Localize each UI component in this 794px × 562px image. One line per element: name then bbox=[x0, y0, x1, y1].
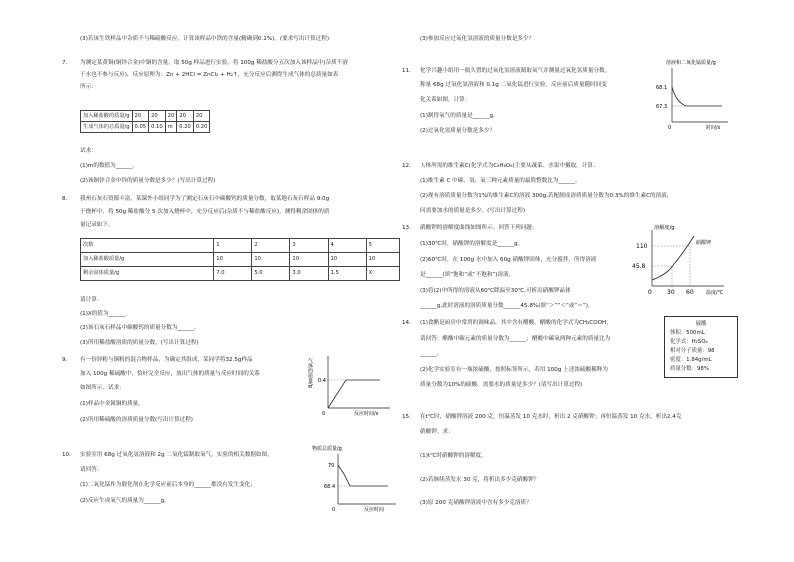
table-cell: 20 bbox=[193, 111, 210, 122]
q7-line-2: 于水也不参与反应)，反应原理为：Zn + 2HCl = ZnCl₂ + H₂↑，充分反应后测得生成气体的总质量如表 bbox=[80, 72, 339, 78]
table-cell: 20 bbox=[177, 111, 194, 122]
table-cell: 5 bbox=[366, 239, 399, 253]
label-title: 硫酸 bbox=[695, 321, 707, 327]
q7-line-1: 为测定某黄铜(铜锌合金)中铜的含量，取 50g 样品进行实验，将 100g 稀盐酸分五次加入该样品中(杂质不溶 bbox=[80, 60, 348, 66]
q10-ytick-top: 70 bbox=[328, 463, 335, 469]
q13-line-6: ______g,此时溶液的溶质质量分数______45.8%(填“＞”“＜”或“＝”)。 bbox=[420, 303, 594, 309]
q11-line-3: 化关系如图，计算： bbox=[420, 97, 471, 103]
q9-line-4: (1)样品中金属铜的质量。 bbox=[80, 401, 144, 407]
q13-xlabel: 温度/℃ bbox=[706, 290, 724, 296]
q14-line-2: 请回答：醋酸中碳元素的质量分数为______；醋酸中碳氧两种元素的质量比为 bbox=[420, 336, 611, 342]
q15-line-5: (3)原 200 克硝酸钾溶液中含有多少克溶质？ bbox=[420, 500, 532, 506]
q11-line-2: 称量 68g 过氧化氢溶液和 0.1g 二氧化锰进行实验，反应前后质量随时间变 bbox=[420, 82, 607, 88]
label-line: 化学式：H₂SO₄ bbox=[670, 339, 708, 345]
q11-ytick-top: 68.1 bbox=[656, 85, 668, 91]
q10-number: 10. bbox=[62, 452, 71, 458]
label-line: 密度：1.84g/mL bbox=[670, 357, 712, 363]
q15-line-4: (2)若继续蒸发水 30 克，将析出多少克硝酸钾？ bbox=[420, 477, 540, 483]
q11-line-1: 化学兴趣小组用一瓶久置的过氧化氢溶液制取氧气并测量过氧化氢质量分数。 bbox=[420, 68, 611, 74]
table-cell: 10 bbox=[366, 253, 399, 267]
q9-number: 9. bbox=[62, 357, 68, 363]
q10-series-line bbox=[338, 465, 388, 486]
q10-origin: 0 bbox=[332, 507, 336, 513]
table-cell: 0.10 bbox=[149, 122, 166, 133]
q15-line-1: 在t℃时，硝酸钾溶液 200 克，恒温蒸发 10 克水时，析出 2 克硝酸钾；再恒温蒸发 10 克水，析出2.4克 bbox=[420, 414, 682, 420]
q9-line-3: 如图所示。试求： bbox=[80, 385, 125, 391]
q10-line-4: (2)反应生成氧气的质量为______g。 bbox=[80, 498, 170, 504]
table-cell: 3 bbox=[290, 239, 328, 253]
table-cell: 加入稀盐酸质量/g bbox=[81, 253, 214, 267]
q14-line-3: ______。 bbox=[420, 351, 443, 357]
table-cell: m bbox=[165, 122, 177, 133]
q7-after-3: (2)该铜锌合金中锌的质量分数是多少？(写出计算过程) bbox=[80, 178, 216, 184]
q7-table bbox=[80, 110, 210, 133]
table-cell: 20 bbox=[149, 111, 166, 122]
q12-line-1: 人体所需的维生素C(化学式为C₆H₈O₆)主要从蔬菜、水果中摄取，计算： bbox=[420, 163, 599, 169]
table-cell: X bbox=[366, 267, 399, 281]
table-cell: 3.0 bbox=[290, 267, 328, 281]
q9-line-2: 加入 100g 稀硫酸中，恰好完全反应，放出气体的质量与反应时间的关系 bbox=[80, 371, 261, 377]
q11-line-4: (1)制得氧气的质量是______g。 bbox=[420, 113, 499, 119]
table-cell: 次数 bbox=[81, 239, 214, 253]
table-cell: 生成气体的总质量/g bbox=[81, 122, 133, 133]
q7-line-3: 所示： bbox=[80, 84, 97, 90]
q7-after-1: 试求： bbox=[80, 148, 97, 154]
q10-ylabel: 物质总质量/g bbox=[312, 446, 342, 452]
q15-number: 15. bbox=[402, 414, 411, 420]
q10-line-1: 实验室用 68g 过氧化氢溶液和 2g 二氧化锰制取氧气，实验的相关数据如图。 bbox=[80, 452, 273, 458]
q9-chart bbox=[306, 352, 398, 418]
q13-chart bbox=[630, 220, 742, 300]
label-line: 体积：500mL bbox=[670, 330, 705, 336]
q11-ytick-bottom: 67.3 bbox=[656, 104, 668, 110]
q8-line-2: 于烧杯中，将 50g 稀盐酸分 5 次加入烧杯中，充分反应后(杂质不与稀盐酸反应)，测得剩余固体的质 bbox=[80, 209, 330, 215]
table-cell: 加入稀盐酸的质量/g bbox=[81, 111, 133, 122]
table-cell: 10 bbox=[214, 253, 252, 267]
q10-line-3: (1)二氧化锰作为催化剂在化学反应前后本身的______都没有发生变化； bbox=[80, 482, 256, 488]
q11-origin: 0 bbox=[668, 125, 672, 131]
q9-ylabel: 气体的质量/g bbox=[307, 358, 313, 388]
q8-after-1: 请计算： bbox=[80, 297, 103, 303]
table-cell: 20 bbox=[132, 111, 149, 122]
q13-series-label: 硝酸钾 bbox=[696, 240, 712, 246]
table-cell: 4 bbox=[328, 239, 366, 253]
q10-ytick-bottom: 68.4 bbox=[324, 484, 336, 490]
q9-series-line bbox=[328, 380, 380, 408]
q12-line-4: 问需要加水的质量是多少。(写出计算过程) bbox=[420, 208, 526, 214]
table-row bbox=[81, 239, 400, 253]
table-row bbox=[81, 267, 400, 281]
table-cell: 10 bbox=[290, 253, 328, 267]
q8-after-2: (1)X的值为______。 bbox=[80, 311, 131, 317]
label-line: 相对分子质量：98 bbox=[670, 348, 715, 354]
right-top-note: (3)参加反应过氧化氢溶液的质量分数是多少？ bbox=[420, 36, 535, 42]
table-cell: 0.20 bbox=[193, 122, 210, 133]
q12-line-2: (1)维生素 C 中碳、氢、氧三种元素质量的最简整数比为______。 bbox=[420, 178, 581, 184]
q11-ylabel: 溶液和二氧化锰质量/g bbox=[666, 60, 716, 66]
table-row bbox=[81, 253, 400, 267]
q13-line-3: (2)60℃时，在 100g 水中加入 60g 硝酸钾固体，充分搅拌，所得溶液 bbox=[420, 257, 597, 263]
q9-origin: 0 bbox=[322, 411, 326, 417]
q14-line-1: (1)食醋是厨房中常用的调味品，其中含有醋酸。醋酸的化学式为CH₃COOH， bbox=[420, 320, 612, 326]
q8-line-1: 我州石灰石资源丰富，某课外小组同学为了测定石灰石中碳酸钙的质量分数，取某地石灰石样品 9.0g bbox=[80, 196, 330, 202]
q8-after-3: (2)该石灰石样品中碳酸钙的质量分数为______。 bbox=[80, 325, 200, 331]
q11-xlabel: 时间/s bbox=[706, 125, 721, 131]
q8-after-4: (3)所用稀盐酸溶质的质量分数。(写出计算过程) bbox=[80, 340, 199, 346]
q12-number: 12. bbox=[402, 163, 411, 169]
q10-line-2: 请回答： bbox=[80, 467, 103, 473]
table-cell: 1.5 bbox=[328, 267, 366, 281]
q13-ytick-top: 110 bbox=[636, 243, 648, 250]
sulfuric-acid-label bbox=[664, 316, 738, 378]
q13-line-4: 是______(填“饱和”或“不饱和”)溶液。 bbox=[420, 272, 515, 278]
table-cell: 20 bbox=[165, 111, 177, 122]
q13-line-5: (3)将(2)中所得的溶液从60℃降温至30℃,可析出硝酸钾晶体 bbox=[420, 288, 571, 294]
table-cell: 7.0 bbox=[214, 267, 252, 281]
q7-after-2: (1)m的数值为______。 bbox=[80, 163, 139, 169]
q13-xtick-30: 30 bbox=[667, 289, 675, 296]
label-line: 质量分数：98% bbox=[670, 366, 709, 372]
q8-line-3: 量记录如下。 bbox=[80, 222, 114, 228]
table-cell: 10 bbox=[252, 253, 290, 267]
q13-origin: 0 bbox=[648, 289, 652, 296]
q9-line-1: 有一份锌粉与铜粉的混合物样品，为确定其组成，某同学将32.5g样品 bbox=[80, 357, 253, 363]
q7-number: 7. bbox=[62, 60, 68, 66]
q13-ylabel: 溶解度/g bbox=[654, 225, 675, 231]
q14-line-4: (2)化学实验室有一瓶浓硫酸，按照标签所示，若用 100g 上述浓硫酸稀释为 bbox=[420, 367, 608, 373]
table-cell: 1 bbox=[214, 239, 252, 253]
q11-number: 11. bbox=[402, 68, 411, 74]
q8-number: 8. bbox=[62, 196, 68, 202]
left-top-note: (3)若该生铁样品中杂质不与稀硫酸反应，计算该样品中铁的含量(精确到0.1%)。(要求写出计算过程) bbox=[80, 36, 330, 42]
q12-line-3: (2)现有溶质质量分数为1%的维生素C的溶液 300g,若配制成溶质质量分数为0.3%的维生素C的溶液， bbox=[420, 193, 673, 199]
q11-chart bbox=[650, 58, 732, 132]
q15-line-3: (1)t℃时硝酸钾的溶解度。 bbox=[420, 453, 487, 459]
q8-table bbox=[80, 238, 400, 281]
q15-line-2: 硝酸钾。求： bbox=[420, 429, 454, 435]
table-cell: 10 bbox=[328, 253, 366, 267]
q14-line-5: 质量分数为10%的硫酸，需要水的质量是多少？(请写出计算过程) bbox=[420, 382, 583, 388]
q13-line-1: 硝酸钾的溶解度曲线如图所示。回答下列问题： bbox=[420, 225, 538, 231]
q13-number: 13. bbox=[402, 225, 411, 231]
q13-ytick-bottom: 45.8 bbox=[632, 263, 646, 270]
q9-xlabel: 反应时间/s bbox=[354, 411, 379, 417]
table-cell: 0.20 bbox=[177, 122, 194, 133]
table-cell: 0.05 bbox=[132, 122, 149, 133]
q10-chart bbox=[310, 444, 402, 514]
table-cell: 5.0 bbox=[252, 267, 290, 281]
q13-series-line bbox=[652, 236, 694, 280]
q10-xlabel: 反应时间 bbox=[364, 507, 385, 513]
q9-ytick: 0.4 bbox=[318, 378, 326, 384]
q11-series-line bbox=[672, 87, 722, 106]
table-row bbox=[81, 111, 210, 122]
table-row bbox=[81, 122, 210, 133]
q13-xtick-60: 60 bbox=[686, 289, 694, 296]
q14-number: 14. bbox=[402, 320, 411, 326]
q9-line-5: (2)所用稀硫酸的溶质质量分数(写出计算过程) bbox=[80, 417, 193, 423]
q13-line-2: (1)30℃时，硝酸钾的溶解度是______g。 bbox=[420, 241, 524, 247]
table-cell: 剩余固体质量/g bbox=[81, 267, 214, 281]
q11-line-5: (2)过氧化氢质量分数是多少？ bbox=[420, 128, 496, 134]
table-cell: 2 bbox=[252, 239, 290, 253]
